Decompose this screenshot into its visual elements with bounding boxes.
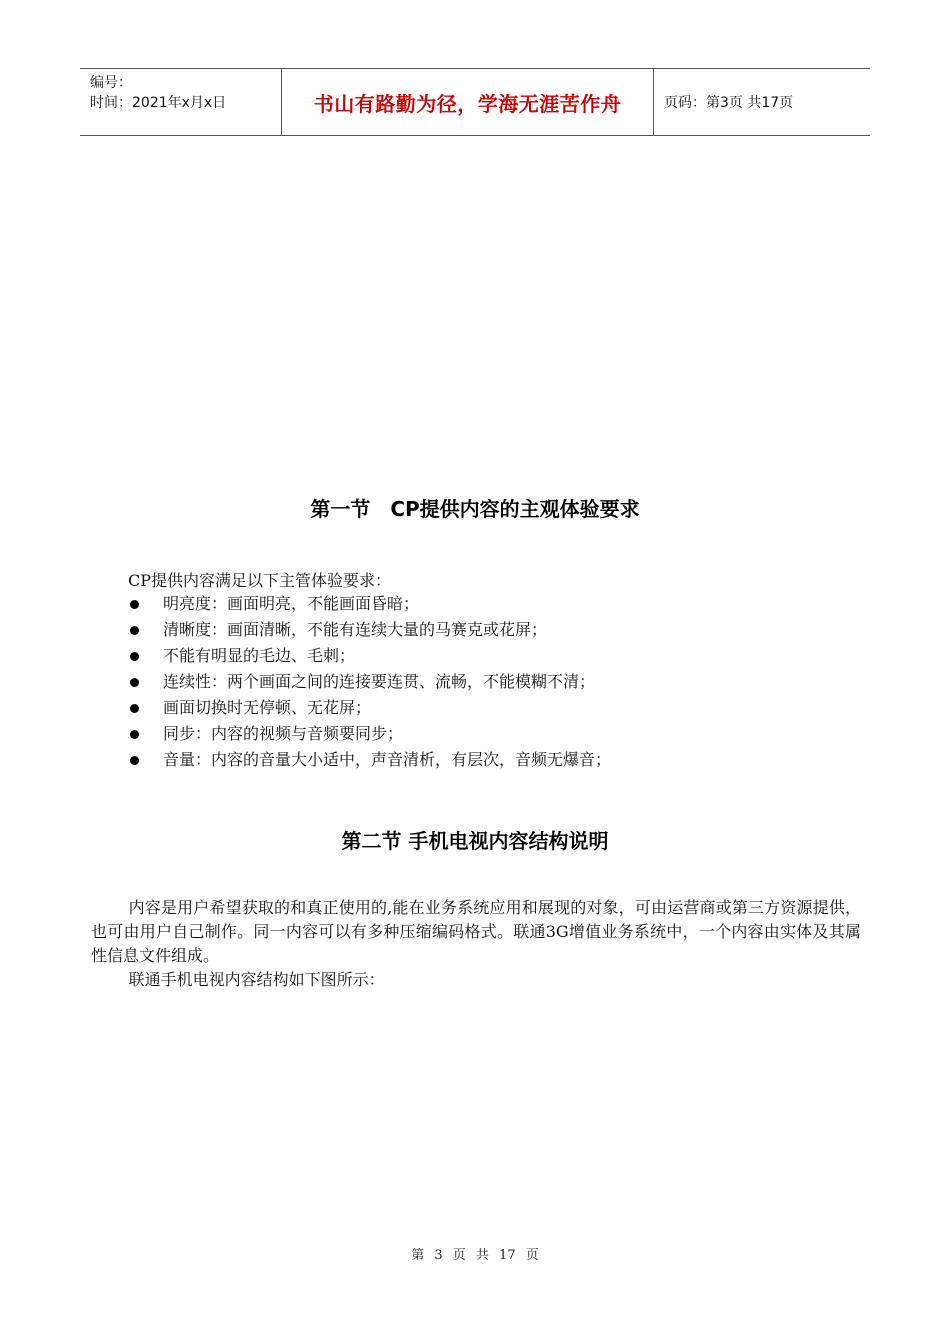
- list-item-text: 明亮度：画面明亮，不能画面昏暗；: [163, 594, 420, 613]
- list-item: [128, 721, 611, 747]
- paragraph: 联通手机电视内容结构如下图所示：: [128, 970, 385, 989]
- list-item: [128, 617, 611, 643]
- bullet-icon: [130, 626, 139, 635]
- number-label: 编号：: [90, 75, 132, 91]
- section-2-body: [91, 896, 861, 992]
- bullet-icon: [130, 704, 139, 713]
- list-item: [128, 747, 611, 773]
- list-item: [128, 669, 611, 695]
- bullet-icon: [130, 600, 139, 609]
- bullet-icon: [130, 652, 139, 661]
- requirements-list: [128, 591, 611, 773]
- header-page-info: 页码：第3页 共17页: [664, 95, 794, 111]
- list-item: [128, 591, 611, 617]
- page-footer: 第 3 页 共 17 页: [411, 1248, 539, 1263]
- list-item-text: 音量：内容的音量大小适中，声音清析，有层次，音频无爆音；: [163, 750, 612, 769]
- list-item-text: 清晰度：画面清晰，不能有连续大量的马赛克或花屏；: [163, 620, 548, 639]
- list-item-text: 不能有明显的毛边、毛刺；: [163, 646, 356, 665]
- section-2-title: 第二节 手机电视内容结构说明: [341, 829, 609, 853]
- page-header: [80, 68, 870, 136]
- list-item: [128, 695, 611, 721]
- list-item-text: 同步：内容的视频与音频要同步；: [163, 724, 404, 743]
- paragraph: 内容是用户希望获取的和真正使用的,能在业务系统应用和展现的对象，可由运营商或第三方资源提供，也可由用户自己制作。同一内容可以有多种压缩编码格式。联通3G增值业务系统中，一个内容由实体及其属性信息文件组成。: [91, 898, 861, 965]
- bullet-icon: [130, 678, 139, 687]
- list-item-text: 画面切换时无停顿、无花屏；: [163, 698, 372, 717]
- section-1-title: 第一节 CP提供内容的主观体验要求: [310, 497, 640, 521]
- list-item: [128, 643, 611, 669]
- list-item-text: 连续性：两个画面之间的连接要连贯、流畅，不能模糊不清；: [163, 672, 596, 691]
- date-label: 时间：2021年x月x日: [90, 95, 227, 111]
- bullet-icon: [130, 756, 139, 765]
- header-motto: 书山有路勤为径，学海无涯苦作舟: [281, 69, 654, 135]
- section-1-intro: CP提供内容满足以下主管体验要求：: [128, 571, 392, 590]
- header-meta: [80, 69, 281, 135]
- bullet-icon: [130, 730, 139, 739]
